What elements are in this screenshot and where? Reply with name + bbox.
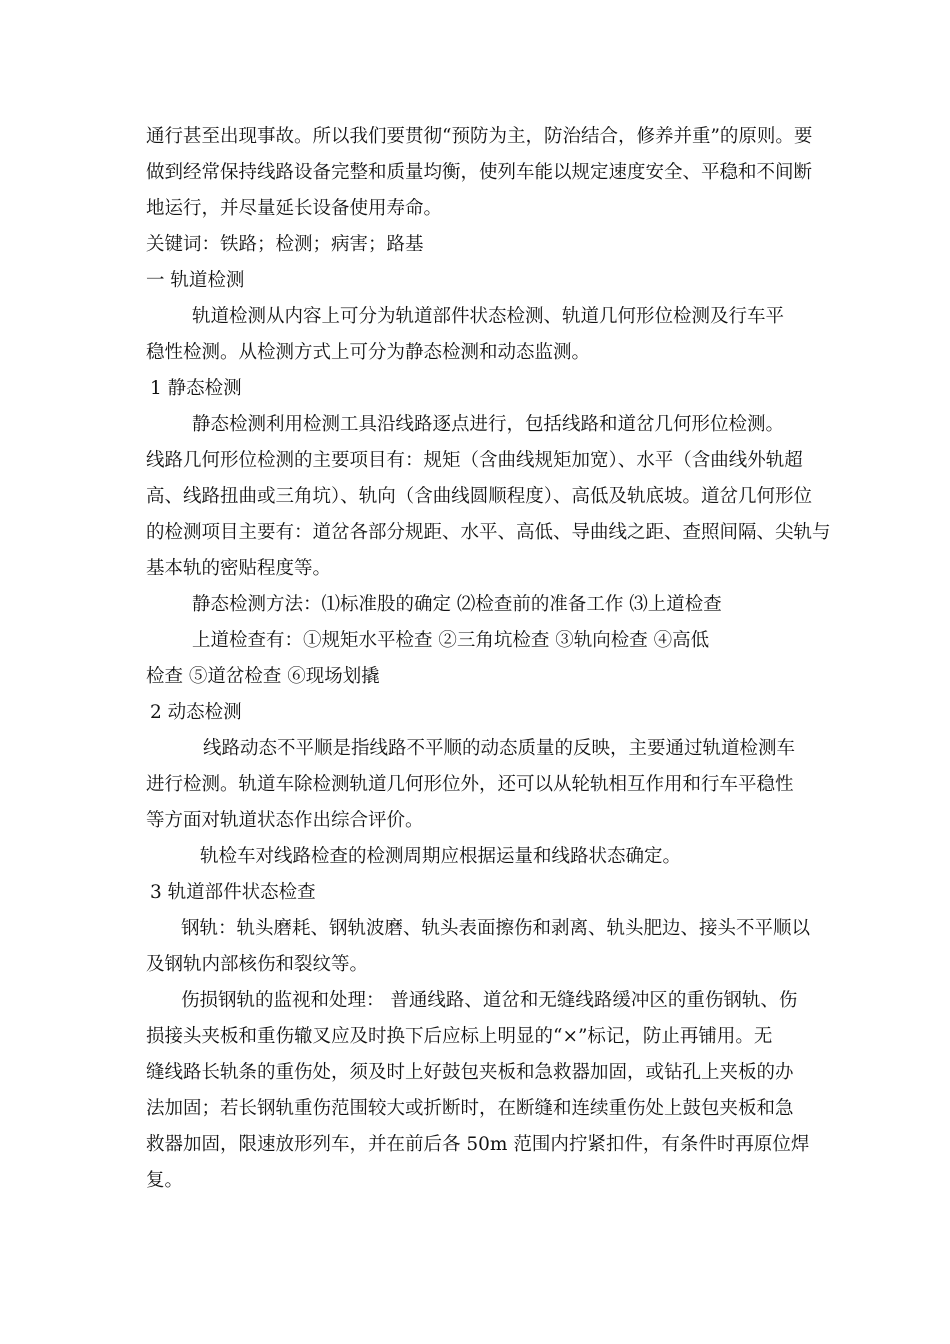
text-line: 缝线路长轨条的重伤处，须及时上好鼓包夹板和急救器加固，或钻孔上夹板的办 (146, 1062, 794, 1083)
text-line: 轨道检测从内容上可分为轨道部件状态检测、轨道几何形位检测及行车平 (192, 306, 785, 327)
text-line: 线路动态不平顺是指线路不平顺的动态质量的反映，主要通过轨道检测车 (203, 738, 796, 759)
keywords-line: 关键词：铁路；检测；病害；路基 (146, 234, 424, 255)
text-line: 检查 ⑤道岔检查 ⑥现场划撬 (146, 666, 380, 687)
text-line: 复。 (146, 1170, 184, 1191)
text-line: 伤损钢轨的监视和处理： 普通线路、道岔和无缝线路缓冲区的重伤钢轨、伤 (181, 990, 798, 1011)
text-line: 上道检查有：①规矩水平检查 ②三角坑检查 ③轨向检查 ④高低 (192, 630, 710, 651)
text-line: 做到经常保持线路设备完整和质量均衡，使列车能以规定速度安全、平稳和不间断 (146, 162, 813, 183)
subsection-heading: 3 轨道部件状态检查 (150, 882, 316, 903)
text-line: 等方面对轨道状态作出综合评价。 (146, 810, 424, 831)
text-line: 的检测项目主要有：道岔各部分规距、水平、高低、导曲线之距、查照间隔、尖轨与 (146, 522, 831, 543)
text-line: 进行检测。轨道车除检测轨道几何形位外，还可以从轮轨相互作用和行车平稳性 (146, 774, 794, 795)
text-line: 钢轨：轨头磨耗、钢轨波磨、轨头表面擦伤和剥离、轨头肥边、接头不平顺以 (181, 918, 811, 939)
section-heading: 一 轨道检测 (146, 270, 245, 291)
text-line: 法加固；若长钢轨重伤范围较大或折断时，在断缝和连续重伤处上鼓包夹板和急 (146, 1098, 794, 1119)
text-line: 稳性检测。从检测方式上可分为静态检测和动态监测。 (146, 342, 591, 363)
text-line: 静态检测方法：⑴标准股的确定 ⑵检查前的准备工作 ⑶上道检查 (192, 594, 722, 615)
text-line: 轨检车对线路检查的检测周期应根据运量和线路状态确定。 (200, 846, 682, 867)
subsection-heading: 1 静态检测 (150, 378, 242, 399)
text-line: 基本轨的密贴程度等。 (146, 558, 332, 579)
text-line: 静态检测利用检测工具沿线路逐点进行，包括线路和道岔几何形位检测。 (192, 414, 785, 435)
text-line: 及钢轨内部核伤和裂纹等。 (146, 954, 369, 975)
subsection-heading: 2 动态检测 (150, 702, 242, 723)
text-line: 救器加固，限速放形列车，并在前后各 50m 范围内拧紧扣件，有条件时再原位焊 (146, 1134, 810, 1155)
text-line: 损接头夹板和重伤辙叉应及时换下后应标上明显的“×”标记，防止再铺用。无 (146, 1026, 773, 1047)
text-line: 线路几何形位检测的主要项目有：规矩（含曲线规矩加宽）、水平（含曲线外轨超 (146, 450, 803, 471)
text-line: 地运行，并尽量延长设备使用寿命。 (146, 198, 443, 219)
text-line: 高、线路扭曲或三角坑）、轨向（含曲线圆顺程度）、高低及轨底坡。道岔几何形位 (146, 486, 813, 507)
text-line: 通行甚至出现事故。所以我们要贯彻“预防为主，防治结合，修养并重”的原则。要 (146, 126, 813, 147)
